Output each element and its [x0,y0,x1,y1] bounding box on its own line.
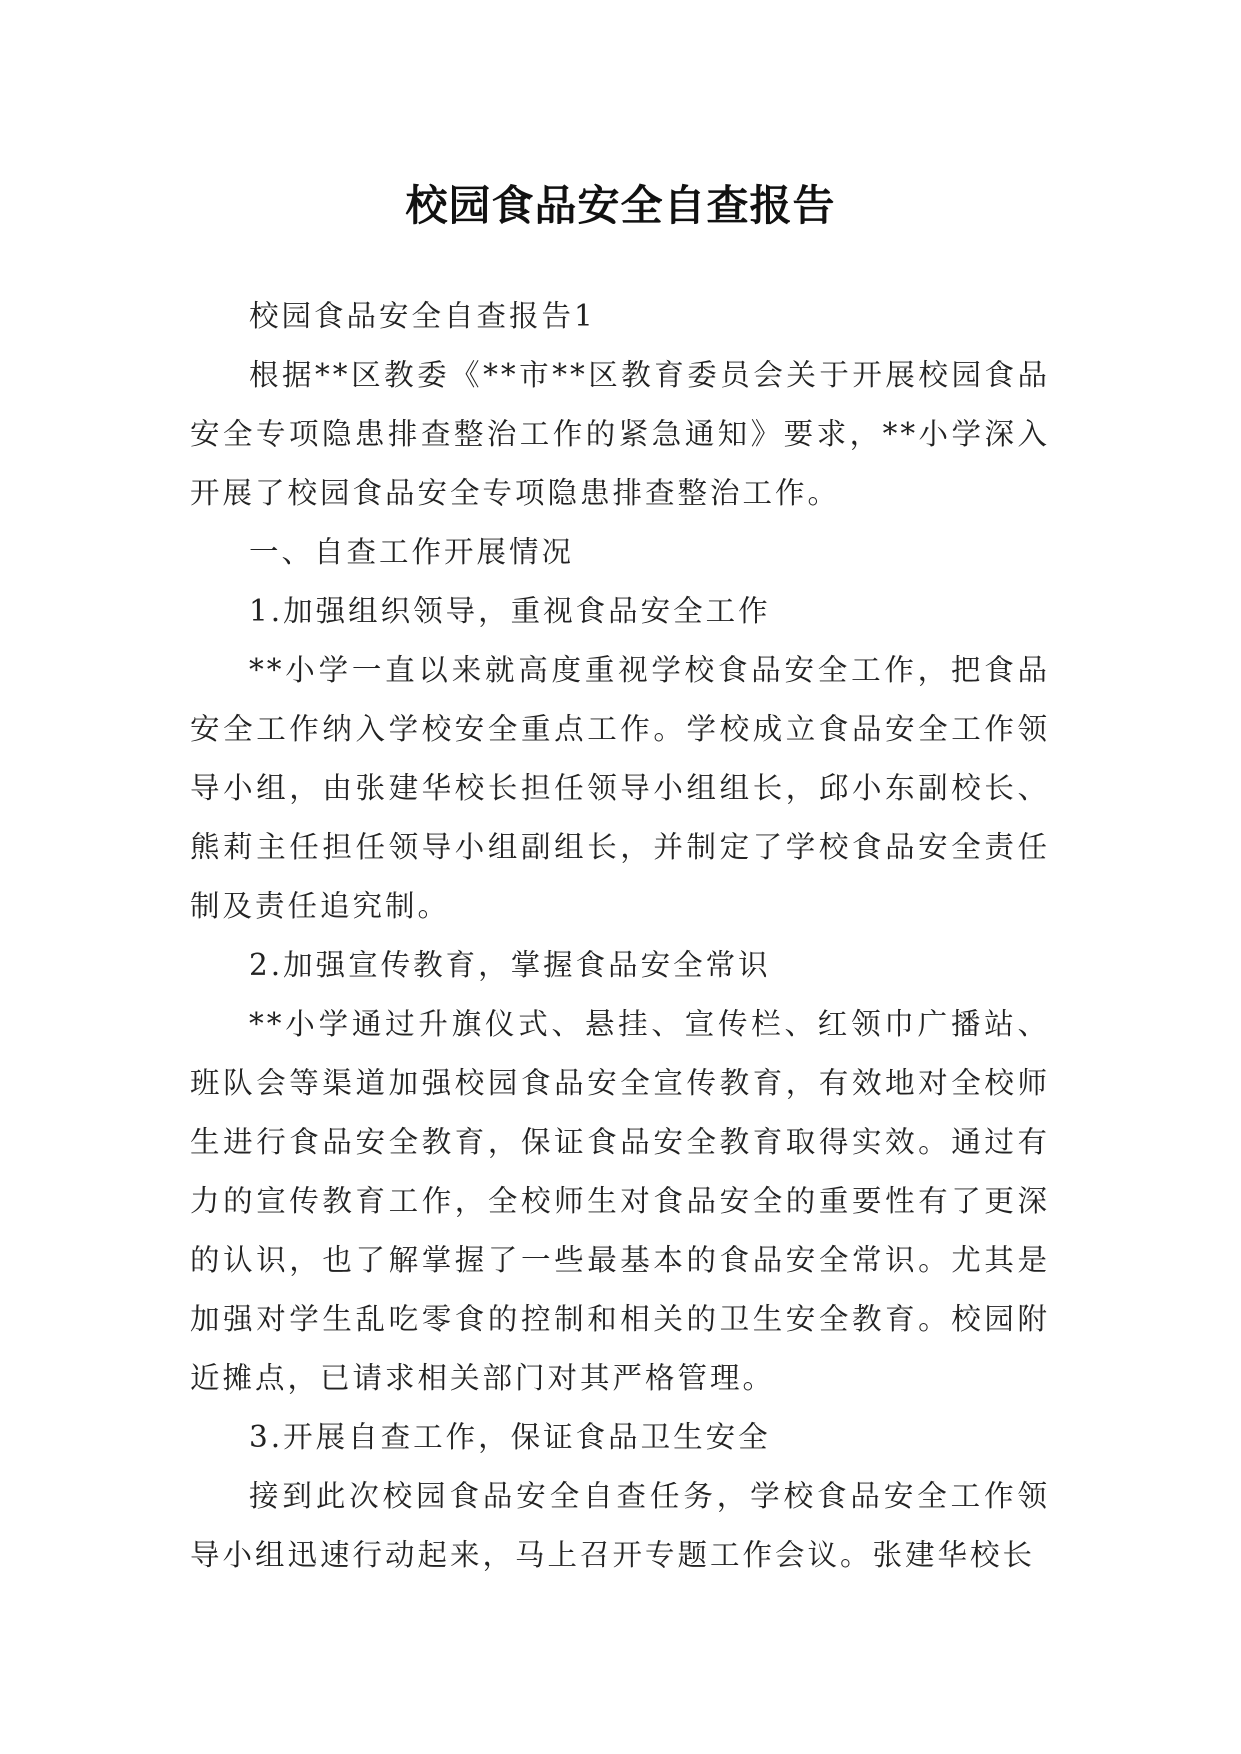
subsection-heading-2: 2.加强宣传教育，掌握食品安全常识 [249,948,771,982]
intro-paragraph: 根据**区教委《**市**区教育委员会关于开展校园食品安全专项隐患排查整治工作的紧急通知》要求，**小学深入开展了校园食品安全专项隐患排查整治工作。 [190,358,1050,510]
section-heading: 一、自查工作开展情况 [249,535,575,569]
document-title: 校园食品安全自查报告 [405,181,836,231]
subtitle-paragraph: 校园食品安全自查报告1 [249,299,596,333]
document-body [190,287,1050,1585]
subsection-heading-3: 3.开展自查工作，保证食品卫生安全 [249,1420,771,1454]
paragraph-2: **小学通过升旗仪式、悬挂、宣传栏、红领巾广播站、班队会等渠道加强校园食品安全宣传教育，有效地对全校师生进行食品安全教育，保证食品安全教育取得实效。通过有力的宣传教育工作，全校师生对食品安全的重要性有了更深的认识，也了解掌握了一些最基本的食品安全常识。尤其是加强对学生乱吃零食的控制和相关的卫生安全教育。校园附近摊点，已请求相关部门对其严格管理。 [190,1007,1050,1395]
paragraph-1: **小学一直以来就高度重视学校食品安全工作，把食品安全工作纳入学校安全重点工作。学校成立食品安全工作领导小组，由张建华校长担任领导小组组长，邱小东副校长、熊莉主任担任领导小组副组长，并制定了学校食品安全责任制及责任追究制。 [190,653,1050,923]
paragraph-3: 接到此次校园食品安全自查任务，学校食品安全工作领导小组迅速行动起来，马上召开专题工作会议。张建华校长 [190,1479,1050,1572]
subsection-heading-1: 1.加强组织领导，重视食品安全工作 [249,594,771,628]
